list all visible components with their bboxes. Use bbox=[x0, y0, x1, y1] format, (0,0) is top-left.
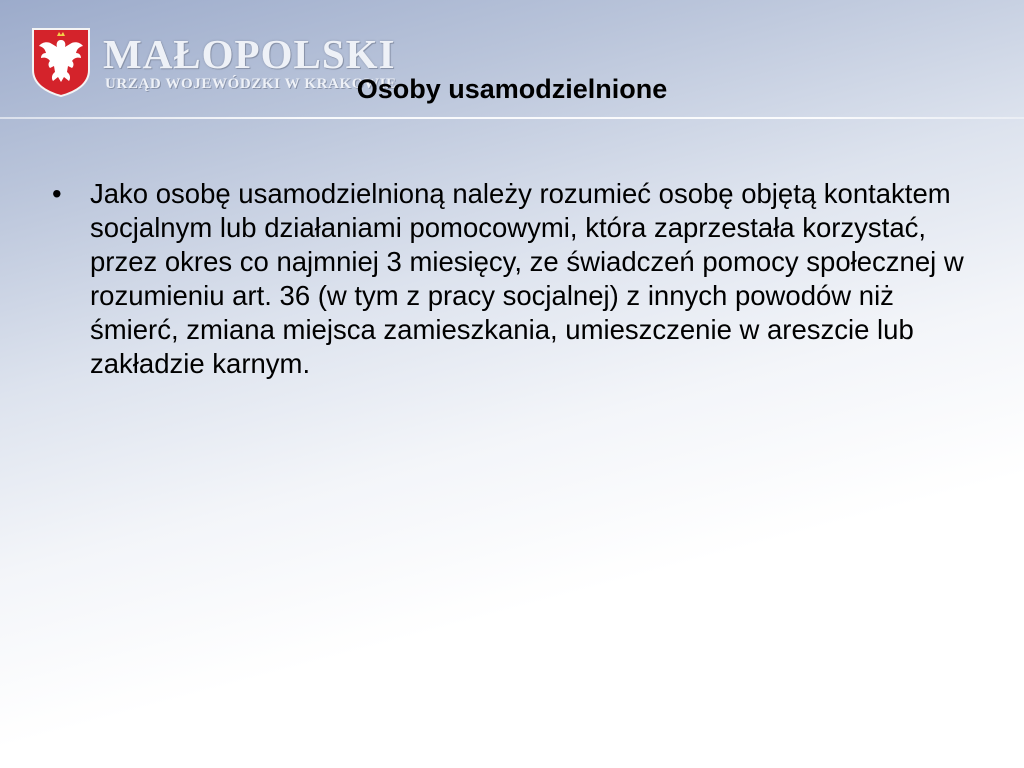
header-band bbox=[0, 0, 1024, 118]
bullet-item bbox=[52, 177, 982, 381]
logo-subtitle: URZĄD WOJEWÓDZKI W KRAKOWIE bbox=[105, 76, 397, 92]
bullet-list bbox=[52, 177, 982, 381]
bullet-text: Jako osobę usamodzielnioną należy rozumieć osobę objętą kontaktem socjalnym lub działaniami pomocowymi, która zaprzestała korzystać, przez okres co najmniej 3 miesięcy, ze świadczeń pomocy społecznej w rozumieniu art. 36 (w tym z pracy socjalnej) z innych powodów niż śmierć, zmiana miejsca zamieszkania, umieszczenie w areszcie lub zakładzie karnym. bbox=[90, 178, 964, 379]
slide-title: Osoby usamodzielnione bbox=[356, 74, 668, 104]
header-divider bbox=[0, 117, 1024, 119]
logo-wordmark: MAŁOPOLSKI bbox=[103, 31, 396, 77]
bullet-dot: • bbox=[52, 178, 62, 209]
